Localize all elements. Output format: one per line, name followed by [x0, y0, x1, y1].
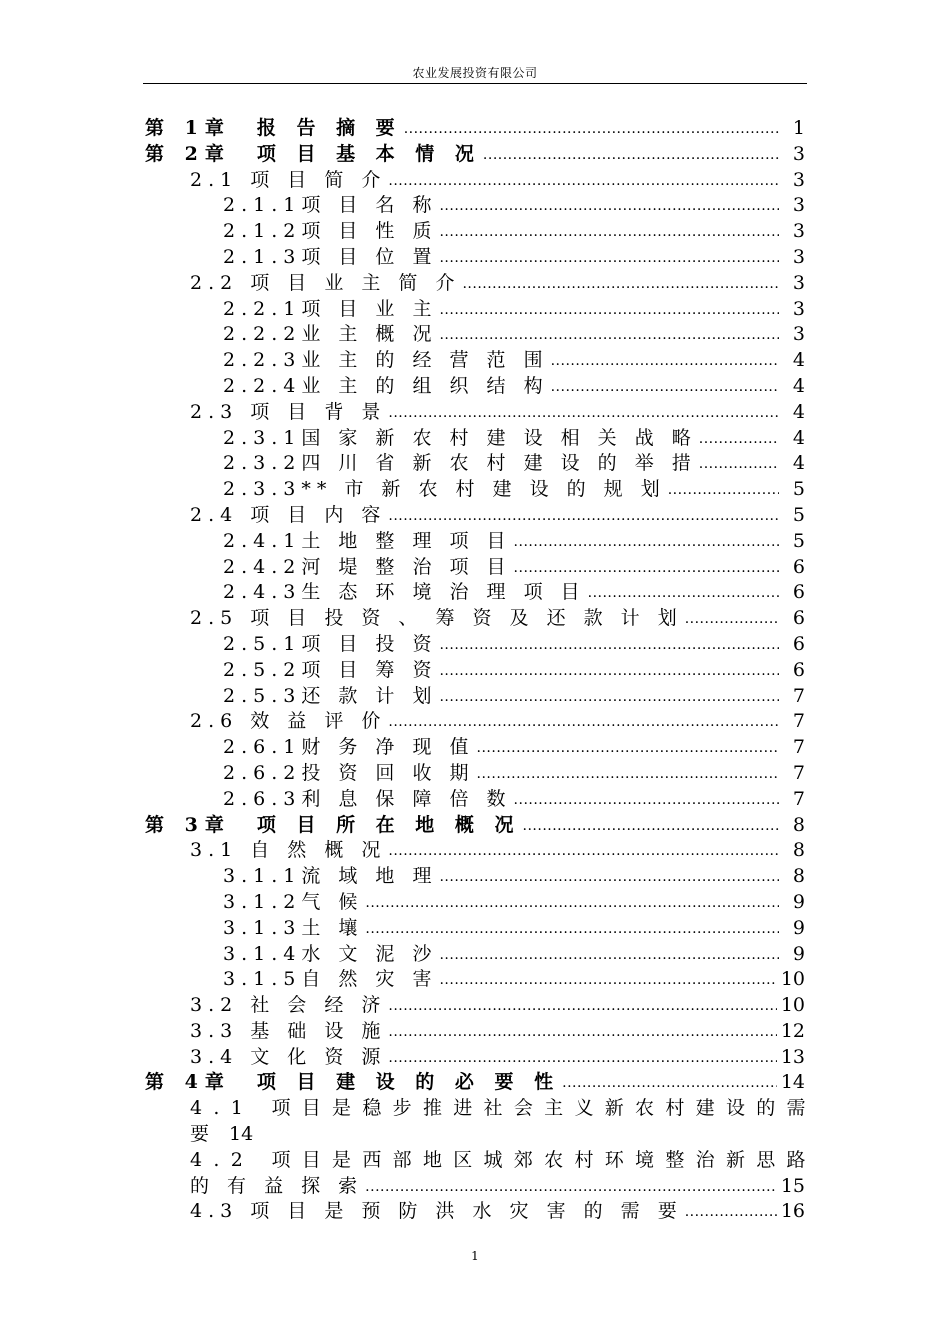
toc-entry-page: 9 — [792, 942, 805, 965]
toc-entry-title: 4.3 项 目 是 预 防 洪 水 灾 害 的 需 要 — [190, 1200, 683, 1223]
toc-entry-title: 3.2 社 会 经 济 — [190, 994, 387, 1017]
toc-entry[interactable] — [145, 555, 805, 581]
toc-entry-title: 3.1.4水 文 泥 沙 — [223, 942, 438, 965]
toc-entry-title: 第 1章 报 告 摘 要 — [145, 117, 402, 139]
toc-entry[interactable] — [145, 271, 805, 297]
dot-leader — [365, 916, 779, 942]
dot-leader — [514, 555, 779, 581]
dot-leader — [439, 245, 779, 271]
toc-entry[interactable] — [145, 684, 805, 710]
toc-entry-page: 13 — [780, 1045, 805, 1068]
toc-entry-page: 1 — [792, 117, 805, 139]
toc-entry-page: 6 — [792, 607, 805, 630]
dot-leader — [365, 1173, 777, 1201]
toc-entry[interactable] — [145, 1019, 805, 1045]
toc-entry[interactable] — [145, 142, 805, 168]
toc-entry[interactable] — [145, 606, 805, 632]
toc-entry-title: 3.1 自 然 概 况 — [190, 839, 387, 862]
toc-entry[interactable] — [145, 477, 805, 503]
toc-entry[interactable] — [145, 1096, 817, 1148]
toc-entry-title: 2.4.1土 地 整 理 项 目 — [223, 529, 512, 552]
toc-entry-page: 7 — [792, 684, 805, 707]
toc-entry[interactable] — [145, 1148, 817, 1200]
toc-entry[interactable] — [145, 709, 805, 735]
toc-entry-title: 2.5 项 目 投 资 、 筹 资 及 还 款 计 划 — [190, 607, 683, 630]
toc-entry-page: 6 — [792, 581, 805, 604]
toc-entry-title: 2.6.1财 务 净 现 值 — [223, 736, 475, 759]
table-of-contents — [145, 116, 817, 1225]
toc-entry[interactable] — [145, 503, 805, 529]
dot-leader — [483, 142, 779, 168]
toc-entry-title: 2.4.3生 态 环 境 治 理 项 目 — [223, 581, 586, 604]
toc-entry-page: 10 — [780, 994, 805, 1017]
toc-entry[interactable] — [145, 245, 805, 271]
toc-entry-title: 2.1.1项 目 名 称 — [223, 194, 438, 217]
dot-leader — [439, 658, 779, 684]
toc-entry-page: 3 — [792, 271, 805, 294]
toc-entry-title: 2.1.2项 目 性 质 — [223, 220, 438, 243]
toc-entry[interactable] — [145, 967, 805, 993]
toc-entry[interactable] — [145, 193, 805, 219]
toc-entry[interactable] — [145, 916, 805, 942]
toc-entry-title: 2.2.4业 主 的 组 织 结 构 — [223, 374, 549, 397]
toc-entry-title: 第 4章 项 目 建 设 的 必 要 性 — [145, 1071, 561, 1094]
dot-leader — [388, 168, 779, 194]
toc-entry-title: 3.4 文 化 资 源 — [190, 1045, 387, 1068]
toc-entry-title: 4.2 项目是西部地区城郊农村环境整治新思路 — [190, 1148, 817, 1171]
toc-entry-page: 7 — [792, 736, 805, 759]
toc-entry[interactable] — [145, 116, 805, 142]
toc-entry[interactable] — [145, 813, 805, 839]
toc-entry-page: 10 — [780, 968, 805, 991]
toc-entry-title: 2.6.2投 资 回 收 期 — [223, 761, 475, 784]
toc-entry-title: 2.5.2项 目 筹 资 — [223, 658, 438, 681]
page-number: 1 — [471, 1249, 479, 1263]
toc-entry[interactable] — [145, 426, 805, 452]
toc-entry-page: 7 — [792, 761, 805, 784]
toc-entry-title: 2.5.1项 目 投 资 — [223, 632, 438, 655]
dot-leader — [388, 400, 779, 426]
toc-entry-page: 8 — [792, 839, 805, 862]
toc-entry-title: 2.4.2河 堤 整 治 项 目 — [223, 555, 512, 578]
toc-entry-page: 9 — [792, 916, 805, 939]
toc-entry[interactable] — [145, 297, 805, 323]
toc-entry-title: 3.3 基 础 设 施 — [190, 1019, 387, 1042]
toc-entry[interactable] — [145, 1199, 805, 1225]
toc-entry[interactable] — [145, 322, 805, 348]
dot-leader — [523, 813, 779, 839]
toc-entry-title: 2.3 项 目 背 景 — [190, 400, 387, 423]
toc-entry[interactable] — [145, 400, 805, 426]
dot-leader — [439, 967, 776, 993]
header-rule — [143, 83, 807, 84]
toc-entry[interactable] — [145, 787, 805, 813]
toc-entry-page: 4 — [792, 349, 805, 372]
toc-entry-page: 7 — [792, 710, 805, 733]
toc-entry-page: 9 — [792, 890, 805, 913]
toc-entry-title: 2.2.2业 主 概 况 — [223, 323, 438, 346]
toc-entry-page: 6 — [792, 632, 805, 655]
dot-leader — [562, 1070, 777, 1096]
dot-leader — [551, 348, 779, 374]
dot-leader — [514, 787, 779, 813]
toc-entry-title: 3.1.5自 然 灾 害 — [223, 968, 438, 991]
toc-entry-title: 2.6.3利 息 保 障 倍 数 — [223, 787, 512, 810]
toc-entry-page: 3 — [792, 142, 805, 165]
toc-entry[interactable] — [145, 168, 805, 194]
toc-entry-page: 5 — [792, 503, 805, 526]
toc-entry[interactable] — [145, 374, 805, 400]
dot-leader — [388, 993, 776, 1019]
toc-entry[interactable] — [145, 348, 805, 374]
dot-leader — [462, 271, 779, 297]
toc-entry[interactable] — [145, 890, 805, 916]
running-header: 农业发展投资有限公司 — [412, 66, 538, 80]
dot-leader — [404, 116, 779, 142]
toc-entry-page: 5 — [792, 478, 805, 501]
toc-entry-page: 4 — [792, 400, 805, 423]
toc-entry[interactable] — [145, 219, 805, 245]
toc-entry-title: 第 3章 项 目 所 在 地 概 况 — [145, 813, 521, 836]
toc-entry[interactable] — [145, 864, 805, 890]
dot-leader — [551, 374, 779, 400]
toc-entry-title: 3.1.3土 壤 — [223, 916, 364, 939]
toc-entry-title: 3.1.2气 候 — [223, 890, 364, 913]
dot-leader — [699, 451, 779, 477]
dot-leader — [699, 426, 779, 452]
toc-entry-page: 14 — [780, 1071, 805, 1094]
toc-entry-title: 2.6 效 益 评 价 — [190, 710, 387, 733]
dot-leader — [439, 684, 779, 710]
dot-leader — [388, 503, 779, 529]
toc-entry-page: 14 — [229, 1123, 254, 1146]
toc-entry-page: 6 — [792, 658, 805, 681]
dot-leader — [514, 529, 779, 555]
toc-entry[interactable] — [145, 1045, 805, 1071]
toc-entry[interactable] — [145, 942, 805, 968]
toc-entry-page: 3 — [792, 220, 805, 243]
toc-entry-page: 6 — [792, 555, 805, 578]
dot-leader — [439, 864, 779, 890]
dot-leader — [439, 219, 779, 245]
dot-leader — [439, 193, 779, 219]
toc-entry-page: 5 — [792, 529, 805, 552]
toc-entry[interactable] — [145, 838, 805, 864]
toc-entry[interactable] — [145, 529, 805, 555]
toc-entry-page: 4 — [792, 452, 805, 475]
toc-entry-title: 2.1.3项 目 位 置 — [223, 245, 438, 268]
dot-leader — [439, 297, 779, 323]
dot-leader — [668, 477, 779, 503]
dot-leader — [365, 890, 779, 916]
toc-entry-title: 2.3.2四 川 省 新 农 村 建 设 的 举 措 — [223, 452, 697, 475]
toc-entry-title: 2.2 项 目 业 主 简 介 — [190, 271, 461, 294]
dot-leader — [685, 1199, 777, 1225]
toc-entry-page: 7 — [792, 787, 805, 810]
toc-entry-page: 15 — [780, 1174, 805, 1197]
toc-entry-page: 8 — [792, 813, 805, 836]
toc-entry-page: 16 — [780, 1200, 805, 1223]
toc-entry-page: 3 — [792, 245, 805, 268]
toc-entry[interactable] — [145, 993, 805, 1019]
dot-leader — [439, 942, 779, 968]
dot-leader — [439, 632, 779, 658]
dot-leader — [388, 1019, 776, 1045]
dot-leader — [388, 838, 779, 864]
dot-leader — [388, 709, 779, 735]
toc-entry-title: 3.1.1流 域 地 理 — [223, 865, 438, 888]
toc-entry[interactable] — [145, 735, 805, 761]
toc-entry-title: 第 2章 项 目 基 本 情 况 — [145, 142, 481, 165]
toc-entry[interactable] — [145, 1070, 805, 1096]
toc-entry[interactable] — [145, 451, 805, 477]
toc-entry-title: 2.3.3** 市 新 农 村 建 设 的 规 划 — [223, 478, 666, 501]
toc-entry-title-continued: 要 — [190, 1123, 216, 1146]
toc-entry[interactable] — [145, 658, 805, 684]
toc-entry[interactable] — [145, 761, 805, 787]
toc-entry-title: 2.3.1国 家 新 农 村 建 设 相 关 战 略 — [223, 426, 697, 449]
toc-entry-title-continued: 的 有 益 探 索 — [190, 1174, 364, 1197]
dot-leader — [588, 580, 779, 606]
toc-entry[interactable] — [145, 632, 805, 658]
dot-leader — [685, 606, 779, 632]
toc-entry-title: 2.2.3业 主 的 经 营 范 围 — [223, 349, 549, 372]
toc-entry-page: 12 — [780, 1019, 805, 1042]
dot-leader — [439, 322, 779, 348]
toc-entry-page: 3 — [792, 297, 805, 320]
toc-entry-page: 3 — [792, 323, 805, 346]
toc-entry-title: 2.2.1项 目 业 主 — [223, 297, 438, 320]
toc-entry-title: 2.4 项 目 内 容 — [190, 503, 387, 526]
dot-leader — [388, 1045, 776, 1071]
dot-leader — [477, 761, 779, 787]
toc-entry-page: 4 — [792, 426, 805, 449]
toc-entry-title: 2.1 项 目 简 介 — [190, 168, 387, 191]
toc-entry[interactable] — [145, 580, 805, 606]
toc-entry-page: 3 — [792, 168, 805, 191]
toc-entry-page: 8 — [792, 865, 805, 888]
toc-entry-page: 4 — [792, 374, 805, 397]
dot-leader — [477, 735, 779, 761]
toc-entry-title: 2.5.3还 款 计 划 — [223, 684, 438, 707]
toc-entry-page: 3 — [792, 194, 805, 217]
toc-entry-title: 4.1 项目是稳步推进社会主义新农村建设的需 — [190, 1097, 817, 1120]
